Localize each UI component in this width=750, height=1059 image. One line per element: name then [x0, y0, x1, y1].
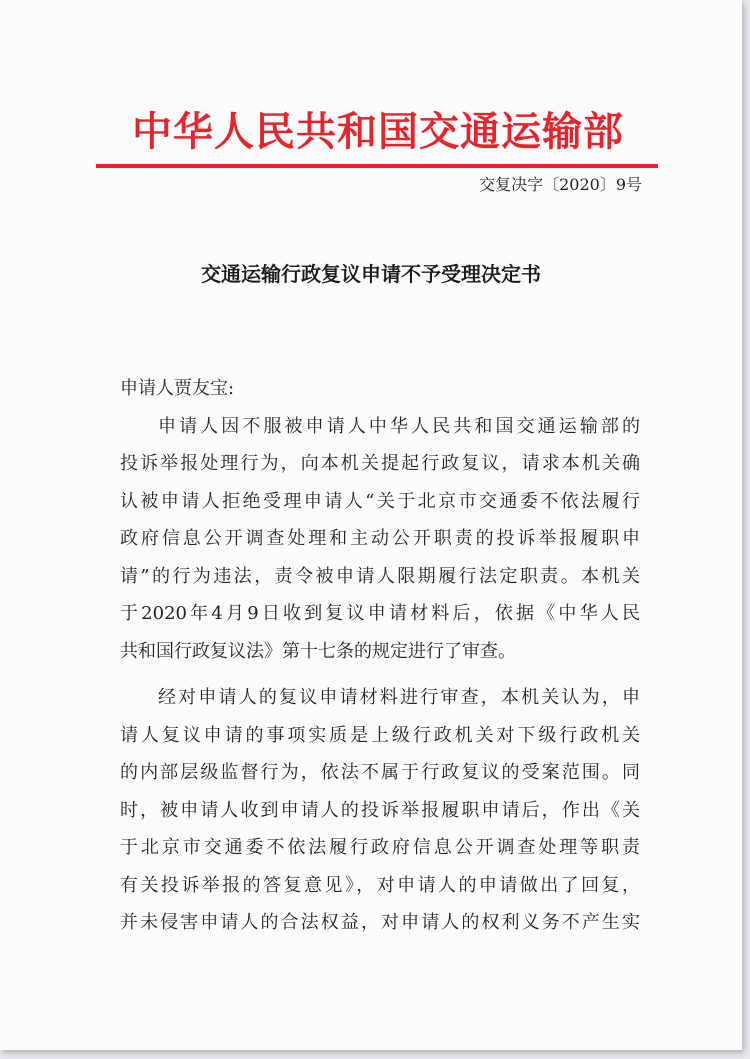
paragraph-line: 投诉举报处理行为，向本机关提起行政复议，请求本机关确: [120, 453, 640, 474]
document-body: [120, 370, 640, 942]
document-title: 交通运输行政复议申请不予受理决定书: [201, 262, 541, 286]
paragraph-line: 于北京市交通委不依法履行政府信息公开调查处理等职责: [120, 837, 640, 858]
salutation: 申请人贾友宝:: [120, 378, 235, 399]
paragraph-line: 时，被申请人收到申请人的投诉举报履职申请后，作出《关: [120, 799, 640, 821]
paragraph-gap: [120, 670, 640, 679]
paragraph-line: 并未侵害申请人的合法权益，对申请人的权利义务不产生实: [120, 912, 640, 933]
paragraph-line: 有关投诉举报的答复意见》，对申请人的申请做出了回复，: [120, 874, 640, 896]
document-number: 交复决字〔2020〕9号: [479, 175, 642, 194]
paragraph-1: [120, 408, 640, 671]
letterhead-title: 中华人民共和国交通运输部: [132, 108, 624, 155]
paragraph-line: 请”的行为违法，责令被申请人限期履行法定职责。本机关: [120, 565, 640, 587]
paragraph-line: 申请人因不服被申请人中华人民共和国交通运输部的: [158, 415, 640, 437]
paragraph-line: 的内部层级监督行为，依法不属于行政复议的受案范围。同: [120, 762, 640, 783]
paragraph-2: [120, 679, 640, 942]
paragraph-line: 经对申请人的复议申请材料进行审查，本机关认为，申: [158, 687, 640, 708]
paragraph-line: 认被申请人拒绝受理申请人“关于北京市交通委不依法履行: [120, 490, 640, 512]
paragraph-line: 于2020年4月9日收到复议申请材料后，依据《中华人民: [120, 603, 640, 624]
paragraph-line: 请人复议申请的事项实质是上级行政机关对下级行政机关: [120, 724, 640, 746]
paragraph-line: 政府信息公开调查处理和主动公开职责的投诉举报履职申: [120, 528, 640, 549]
paragraph-line: 共和国行政复议法》第十七条的规定进行了审查。: [120, 640, 516, 662]
letterhead-red-rule: [96, 164, 658, 168]
